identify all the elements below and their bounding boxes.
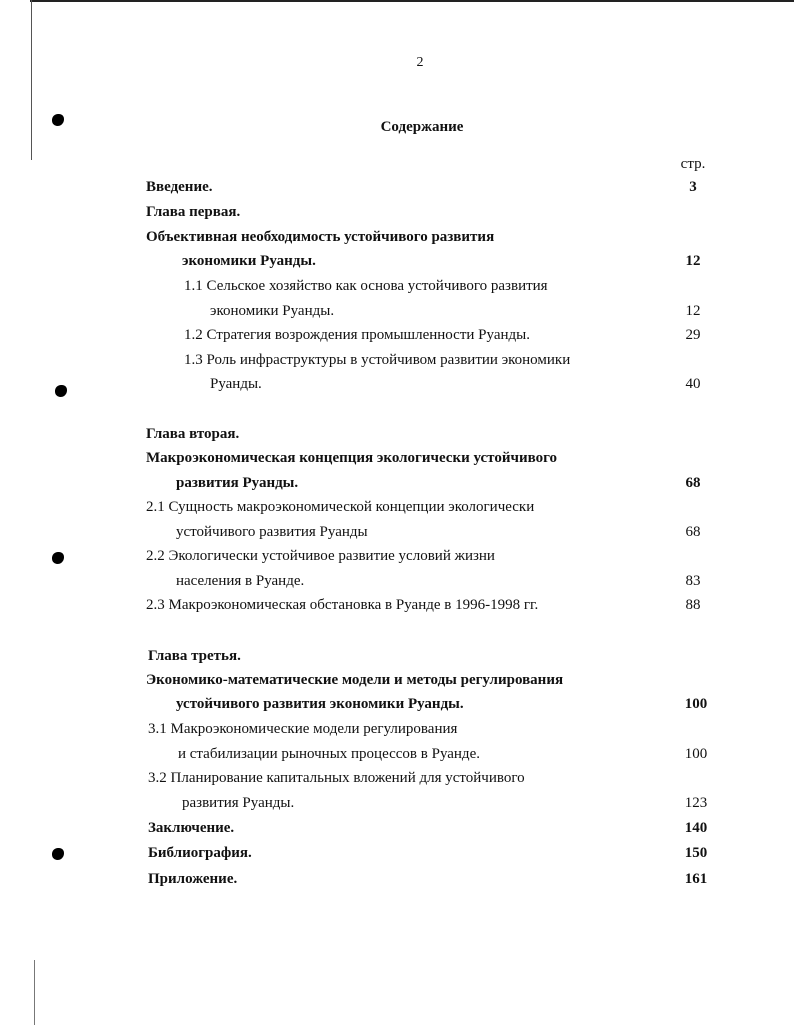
- toc-entry-text: развития Руанды.: [182, 795, 295, 811]
- toc-entry-text: населения в Руанде.: [176, 573, 305, 589]
- toc-entry-page: 100: [684, 696, 708, 712]
- toc-entry-text: экономики Руанды.: [210, 303, 335, 319]
- toc-entry-page: 68: [685, 524, 701, 540]
- toc-entry-text: Приложение.: [148, 871, 238, 887]
- toc-entry-text: Макроэкономическая концепция экологически устойчивого: [146, 450, 558, 466]
- toc-entry-text: и стабилизации рыночных процессов в Руанде.: [178, 746, 480, 762]
- toc-entry-text: развития Руанды.: [176, 475, 299, 491]
- toc-entry-page: 123: [684, 795, 708, 811]
- toc-entry-page: 88: [685, 597, 701, 613]
- toc-entry-text: Библиография.: [148, 845, 252, 861]
- scan-edge-top: [30, 0, 794, 2]
- toc-entry-text: устойчивого развития экономики Руанды.: [176, 696, 464, 712]
- toc-entry-text: Глава третья.: [148, 648, 241, 664]
- toc-entry-text: 2.2 Экологически устойчивое развитие условий жизни: [146, 548, 495, 564]
- toc-entry-page: 40: [685, 376, 701, 392]
- toc-entry-text: Экономико-математические модели и методы регулирования: [146, 672, 564, 688]
- page-number: 2: [416, 55, 424, 70]
- toc-entry-text: Глава вторая.: [146, 426, 240, 442]
- scan-edge-left: [31, 0, 32, 160]
- toc-entry-text: 1.3 Роль инфраструктуры в устойчивом развитии экономики: [184, 352, 571, 368]
- page-column-header: стр.: [680, 156, 706, 172]
- toc-entry-page: 3: [689, 179, 697, 195]
- toc-entry-page: 150: [684, 845, 708, 861]
- hole-punch-mark: [55, 385, 67, 397]
- scan-edge-left-lower: [34, 960, 35, 1025]
- toc-entry-text: 3.1 Макроэкономические модели регулирования: [148, 721, 458, 737]
- toc-entry-text: 1.1 Сельское хозяйство как основа устойчивого развития: [184, 278, 548, 294]
- toc-entry-page: 12: [685, 253, 701, 269]
- toc-entry-page: 12: [685, 303, 701, 319]
- toc-entry-text: Объективная необходимость устойчивого развития: [146, 229, 495, 245]
- toc-entry-text: Заключение.: [148, 820, 235, 836]
- toc-entry-text: Руанды.: [210, 376, 262, 392]
- toc-entry-page: 68: [685, 475, 701, 491]
- toc-entry-text: Введение.: [146, 179, 213, 195]
- hole-punch-mark: [52, 848, 64, 860]
- toc-entry-text: 3.2 Планирование капитальных вложений для устойчивого: [148, 770, 525, 786]
- toc-entry-text: 2.3 Макроэкономическая обстановка в Руанде в 1996-1998 гг.: [146, 597, 539, 613]
- hole-punch-mark: [52, 552, 64, 564]
- toc-entry-page: 29: [685, 327, 701, 343]
- page-title: Содержание: [380, 119, 464, 135]
- toc-entry-text: 2.1 Сущность макроэкономической концепции экологически: [146, 499, 535, 515]
- toc-entry-page: 161: [684, 871, 708, 887]
- toc-entry-text: устойчивого развития Руанды: [176, 524, 368, 540]
- toc-entry-text: 1.2 Стратегия возрождения промышленности Руанды.: [184, 327, 530, 343]
- toc-entry-page: 140: [684, 820, 708, 836]
- toc-entry-page: 100: [684, 746, 708, 762]
- toc-entry-page: 83: [685, 573, 701, 589]
- toc-entry-text: Глава первая.: [146, 204, 241, 220]
- toc-entry-text: экономики Руанды.: [182, 253, 316, 269]
